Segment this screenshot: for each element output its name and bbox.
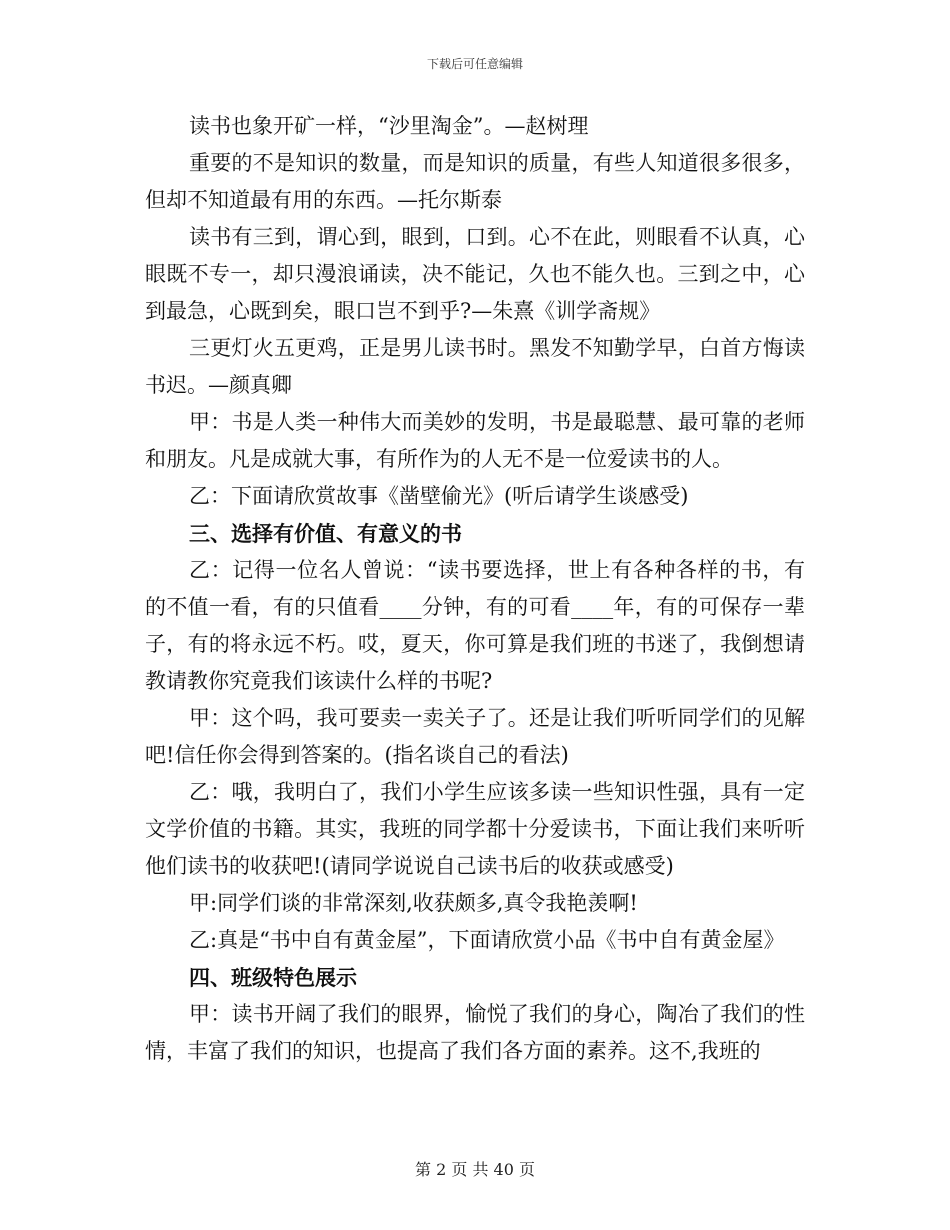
document-body	[145, 108, 805, 1070]
paragraph-yi-skit: 乙:真是“书中自有黄金屋”，下面请欣赏小品《书中自有黄金屋》	[189, 928, 785, 952]
paragraph-yi-choose-books: 乙：记得一位名人曾说：“读书要选择，世上有各种各样的书，有的不值一看，有的只值看____分钟，有的可看____年，有的可保存一辈子，有的将永远不朽。哎，夏天，你可算是我们班的书迷了，我倒想请教请教你究竟我们该读什么样的书呢?	[145, 558, 805, 693]
page-number: 第 2 页 共 40 页	[415, 1160, 535, 1179]
paragraph-yi-understand: 乙：哦，我明白了，我们小学生应该多读一些知识性强，具有一定文学价值的书籍。其实，我班的同学都十分爱读书，下面让我们来听听他们读书的收获吧!(请同学说说自己读书后的收获或感受)	[145, 780, 805, 878]
paragraph-yi-story: 乙：下面请欣赏故事《凿壁偷光》(听后请学生谈感受)	[189, 484, 689, 508]
paragraph-quote-zhu-xi: 读书有三到，谓心到，眼到，口到。心不在此，则眼看不认真，心眼既不专一，却只漫浪诵读，决不能记，久也不能久也。三到之中，心到最急，心既到矣，眼口岂不到乎?—朱熹《训学斋规》	[145, 225, 805, 323]
section-heading-4: 四、班级特色展示	[189, 965, 357, 990]
paragraph-jia-praise: 甲:同学们谈的非常深刻,收获颇多,真令我艳羡啊!	[189, 891, 638, 915]
page-header-note: 下载后可任意编辑	[426, 57, 523, 71]
paragraph-quote-tolstoy: 重要的不是知识的数量，而是知识的质量，有些人知道很多很多，但却不知道最有用的东西。—托尔斯泰	[145, 151, 805, 212]
section-heading-3: 三、选择有价值、有意义的书	[189, 521, 462, 546]
paragraph-quote-yan-zhenqing: 三更灯火五更鸡，正是男儿读书时。黑发不知勤学早，白首方悔读书迟。—颜真卿	[145, 336, 805, 397]
paragraph-jia-answer: 甲：这个吗，我可要卖一卖关子了。还是让我们听听同学们的见解吧!信任你会得到答案的。(指名谈自己的看法)	[145, 706, 805, 767]
paragraph-quote-zhao-shuli: 读书也象开矿一样，“沙里淘金”。—赵树理	[189, 114, 589, 138]
paragraph-jia-showcase: 甲：读书开阔了我们的眼界，愉悦了我们的身心，陶冶了我们的性情，丰富了我们的知识，也提高了我们各方面的素养。这不,我班的	[145, 1002, 805, 1063]
paragraph-jia-books: 甲：书是人类一种伟大而美妙的发明，书是最聪慧、最可靠的老师和朋友。凡是成就大事，有所作为的人无不是一位爱读书的人。	[145, 410, 805, 471]
